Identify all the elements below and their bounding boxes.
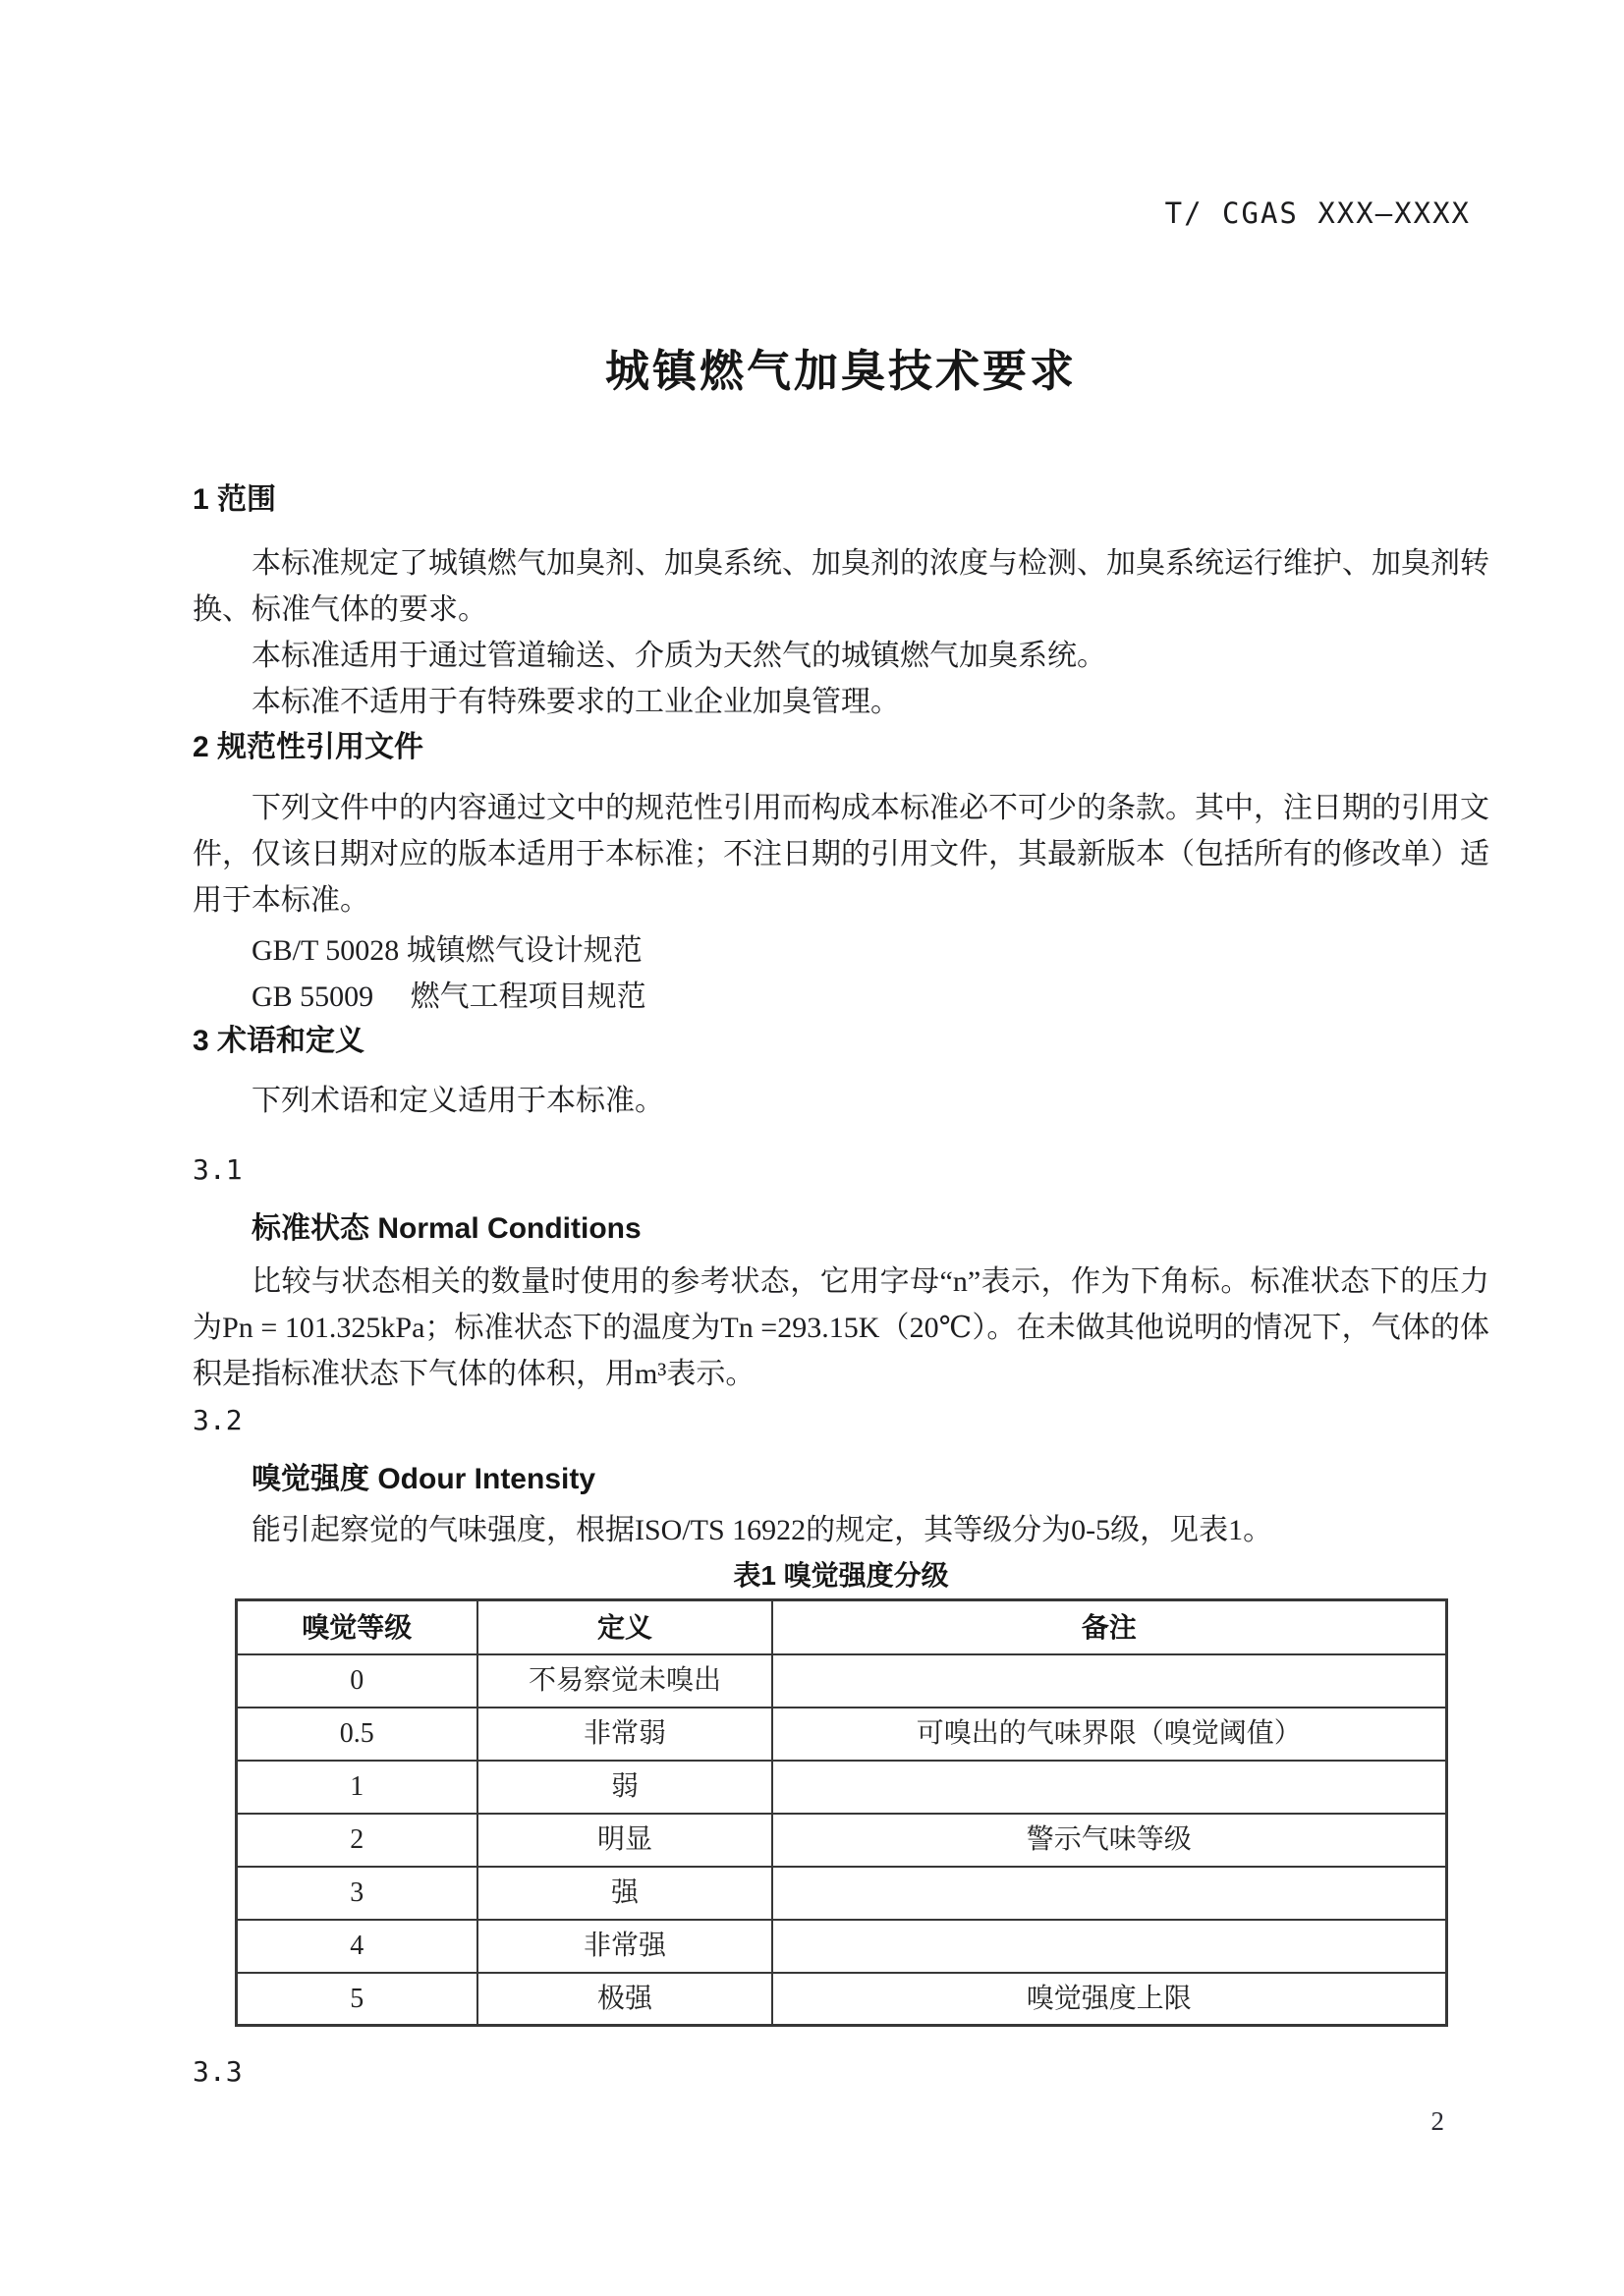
- term-number-3-2: 3.2: [193, 1404, 243, 1436]
- terms-intro: 下列术语和定义适用于本标准。: [252, 1085, 664, 1117]
- table-row: [236, 1708, 1446, 1761]
- table-cell: 弱: [477, 1761, 772, 1814]
- table-cell: 0: [236, 1654, 477, 1708]
- table-cell: 2: [236, 1814, 477, 1867]
- table-cell: 3: [236, 1867, 477, 1920]
- scope-paragraph-3: 本标准不适用于有特殊要求的工业企业加臭管理。: [252, 686, 900, 718]
- table-cell: 0.5: [236, 1708, 477, 1761]
- table-row: [236, 1814, 1446, 1867]
- page-number: 2: [1430, 2106, 1444, 2136]
- term-definition-3-2: 能引起察觉的气味强度，根据ISO/TS 16922的规定，其等级分为0-5级，见表1。: [252, 1514, 1273, 1546]
- odour-intensity-table: [235, 1598, 1448, 2027]
- table-row: [236, 1920, 1446, 1973]
- table-cell: 4: [236, 1920, 477, 1973]
- table-cell: 明显: [477, 1814, 772, 1867]
- table-cell: 非常强: [477, 1920, 772, 1973]
- table-cell: [772, 1867, 1446, 1920]
- column-header-level: 嗅觉等级: [236, 1600, 477, 1654]
- table-cell: 1: [236, 1761, 477, 1814]
- section-heading-terms: 3 术语和定义: [193, 1025, 365, 1057]
- table-cell: 强: [477, 1867, 772, 1920]
- table-header-row: [236, 1600, 1446, 1654]
- section-heading-references: 2 规范性引用文件: [193, 731, 424, 763]
- column-header-definition: 定义: [477, 1600, 772, 1654]
- table-cell: 不易察觉未嗅出: [477, 1654, 772, 1708]
- table-cell: 可嗅出的气味界限（嗅觉阈值）: [772, 1708, 1446, 1761]
- table-row: [236, 1973, 1446, 2026]
- scope-paragraph-1: 本标准规定了城镇燃气加臭剂、加臭系统、加臭剂的浓度与检测、加臭系统运行维护、加臭剂转换、标准气体的要求。: [193, 547, 1489, 626]
- page-title: 城镇燃气加臭技术要求: [604, 346, 1077, 396]
- term-definition-3-1: 比较与状态相关的数量时使用的参考状态，它用字母“n”表示，作为下角标。标准状态下的压力为Pn = 101.325kPa；标准状态下的温度为Tn =293.15K（20℃）。在未做其他说明的情况下，气体的体积是指标准状态下气体的体积，用m³表示。: [193, 1265, 1489, 1390]
- section-heading-scope: 1 范围: [193, 483, 277, 516]
- column-header-remark: 备注: [772, 1600, 1446, 1654]
- term-title-3-2: 嗅觉强度 Odour Intensity: [252, 1463, 596, 1495]
- term-number-3-1: 3.1: [193, 1153, 243, 1186]
- reference-item: GB/T 50028 城镇燃气设计规范: [252, 934, 643, 967]
- doc-code: T/ CGAS XXX—XXXX: [1164, 196, 1471, 230]
- table-cell: 警示气味等级: [772, 1814, 1446, 1867]
- table-row: [236, 1654, 1446, 1708]
- table-row: [236, 1867, 1446, 1920]
- term-title-3-1: 标准状态 Normal Conditions: [252, 1212, 642, 1245]
- references-intro: 下列文件中的内容通过文中的规范性引用而构成本标准必不可少的条款。其中，注日期的引用文件，仅该日期对应的版本适用于本标准；不注日期的引用文件，其最新版本（包括所有的修改单）适用于本标准。: [193, 792, 1489, 917]
- table-cell: [772, 1920, 1446, 1973]
- table-cell: [772, 1761, 1446, 1814]
- table-cell: 5: [236, 1973, 477, 2026]
- table-cell: 非常弱: [477, 1708, 772, 1761]
- table-row: [236, 1761, 1446, 1814]
- table-cell: 极强: [477, 1973, 772, 2026]
- scope-paragraph-2: 本标准适用于通过管道输送、介质为天然气的城镇燃气加臭系统。: [252, 640, 1106, 672]
- document-body: [193, 478, 1489, 2094]
- table-cell: 嗅觉强度上限: [772, 1973, 1446, 2026]
- table-cell: [772, 1654, 1446, 1708]
- reference-item: GB 55009 燃气工程项目规范: [252, 980, 646, 1013]
- term-number-3-3: 3.3: [193, 2055, 243, 2088]
- table1-caption: 表1 嗅觉强度分级: [733, 1560, 949, 1591]
